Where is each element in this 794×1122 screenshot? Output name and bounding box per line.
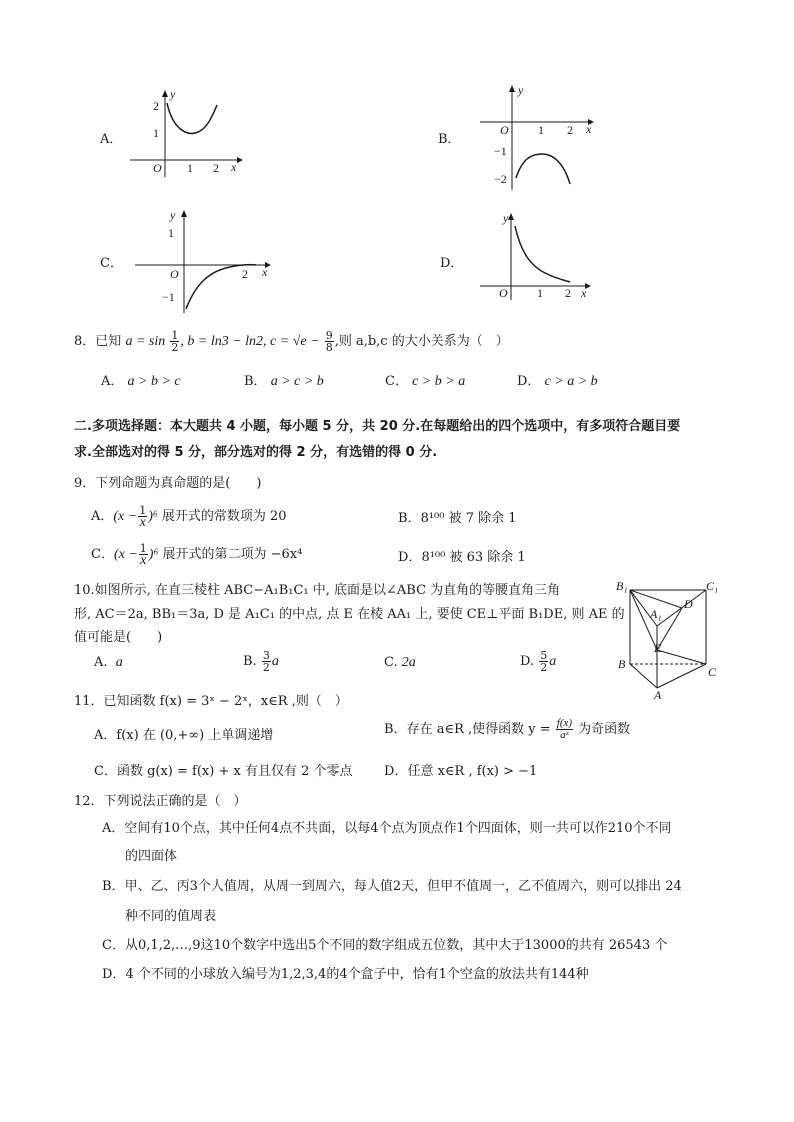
label-a1: A₁ — [650, 607, 662, 621]
q10-stem-line2: 形, AC＝2a, BB₁＝3a, D 是 A₁C₁ 的中点, 点 E 在棱 AA₁ 上, 要使 CE⊥平面 B₁DE, 则 AE 的 — [74, 607, 625, 622]
x-label: x — [231, 160, 237, 174]
binom-frac — [139, 543, 148, 566]
label-d: D — [684, 597, 693, 611]
binom-left: (x − — [113, 547, 138, 562]
q7-option-a-label: A． — [100, 132, 123, 147]
q8-frac-a — [170, 330, 179, 353]
curve-b — [516, 154, 570, 184]
curve-a — [167, 103, 217, 133]
option-label: C． — [94, 764, 117, 779]
q7-graph-b — [470, 82, 600, 192]
option-text: 8¹⁰⁰ 被 7 除余 1 — [420, 511, 517, 526]
option-text: 从0,1,2,…,9这10个数字中选出5个不同的数字组成五位数，其中大于13000的共有 26543 个 — [124, 938, 668, 953]
frac-den: 2 — [171, 341, 179, 354]
q11-option-b[interactable] — [384, 718, 630, 741]
option-label: C． — [91, 547, 114, 562]
section2-heading-line2: 求.全部选对的得 5 分，部分选对的得 2 分，有选错的得 0 分. — [74, 445, 438, 460]
q12-option-a[interactable] — [102, 817, 672, 836]
tick-y-m1: −1 — [162, 290, 175, 304]
tick-x-2: 2 — [213, 161, 219, 175]
curve-d — [515, 226, 570, 282]
binom-left: (x − — [113, 509, 138, 524]
frac-num: 5 — [540, 649, 548, 662]
q11-option-d[interactable] — [384, 760, 537, 779]
line-b1d — [630, 590, 682, 608]
q7-option-c-label: C． — [100, 256, 123, 271]
q8-option-b[interactable] — [244, 370, 324, 390]
frac-num: f(x) — [556, 717, 573, 729]
q10-stem-line3: 值可能是( ) — [74, 630, 163, 645]
y-arrow — [509, 85, 515, 92]
q7-graph-d — [475, 208, 595, 303]
q8-suffix: ,则 a,b,c 的大小关系为（ ） — [334, 334, 509, 349]
q9-stem: 9．下列命题为真命题的是( ) — [74, 476, 262, 491]
origin-label: O — [500, 123, 509, 137]
option-frac — [539, 650, 548, 673]
q9-option-c[interactable] — [91, 543, 302, 566]
option-label: A. — [94, 655, 108, 670]
option-label: A． — [94, 728, 117, 743]
binom-right: )⁶ — [148, 547, 159, 562]
option-text: 展开式的常数项为 20 — [161, 509, 287, 524]
y-arrow — [181, 210, 187, 217]
frac-den: 2 — [262, 661, 270, 674]
option-label: B. — [243, 654, 257, 669]
frac-den: 2 — [540, 661, 548, 674]
tick-x-1: 1 — [187, 161, 193, 175]
edge-ba — [630, 664, 657, 688]
label-b1: B₁ — [616, 579, 628, 593]
q10-option-a[interactable] — [94, 655, 123, 671]
y-label: y — [518, 83, 524, 97]
option-label: D. — [520, 654, 535, 669]
q8-option-d[interactable] — [517, 370, 598, 390]
option-label: B． — [384, 722, 407, 737]
binom-frac — [138, 505, 147, 528]
option-label: B． — [102, 879, 125, 894]
label-e: E — [654, 641, 662, 655]
option-label: B． — [244, 374, 267, 389]
option-text: a — [115, 655, 123, 670]
q12-option-b-cont: 种不同的值周表 — [125, 909, 217, 924]
option-label: D． — [398, 550, 422, 565]
q8-expr-a: a = sin — [125, 334, 166, 349]
binom-right: )⁶ — [148, 509, 158, 524]
tick-y-1: 1 — [168, 226, 174, 240]
option-text: 8¹⁰⁰ 被 63 除余 1 — [421, 550, 526, 565]
frac-den: x — [139, 515, 146, 530]
tick-x-2: 2 — [242, 267, 248, 281]
frac-den: 8 — [325, 341, 333, 354]
x-arrow — [237, 157, 243, 163]
q8-frac-c — [325, 330, 334, 353]
option-text-pre: 存在 a∈R ,使得函数 y = — [406, 722, 551, 737]
option-text: a — [549, 654, 557, 669]
q12-stem: 12．下列说法正确的是（ ） — [74, 794, 247, 809]
label-a: A — [654, 688, 662, 700]
option-label: C． — [385, 374, 408, 389]
edge-ca — [657, 664, 706, 688]
option-text: 2a — [401, 655, 416, 670]
option-text: c > b > a — [412, 374, 466, 389]
q10-stem-line1: 10.如图所示, 在直三棱柱 ABC−A₁B₁C₁ 中, 底面是以∠ABC 为直角的等腰直角三角 — [74, 583, 561, 598]
q8-number: 8． — [74, 334, 96, 349]
q12-option-b[interactable] — [102, 875, 682, 894]
frac-den: x — [140, 553, 147, 568]
label-c: C — [708, 665, 717, 679]
tick-x-1: 1 — [537, 286, 543, 300]
q7-graph-c — [130, 205, 280, 315]
frac-den: aˣ — [560, 729, 569, 741]
q12-option-c[interactable] — [102, 934, 667, 953]
frac-num: 1 — [139, 504, 147, 517]
option-label: A． — [91, 509, 114, 524]
option-label: D． — [517, 374, 541, 389]
q8-option-a[interactable] — [101, 370, 181, 390]
option-text: 函数 g(x) = f(x) + x 有且仅有 2 个零点 — [116, 764, 353, 779]
option-text: a > c > b — [270, 374, 324, 389]
origin-label: O — [153, 161, 162, 175]
option-text: 展开式的第二项为 −6x⁴ — [162, 547, 303, 562]
frac-num: 1 — [171, 329, 179, 342]
q9-option-b[interactable] — [398, 507, 517, 526]
tick-y-2: 2 — [153, 99, 159, 113]
frac-num: 9 — [325, 329, 333, 342]
option-text: 任意 x∈R , f(x) > −1 — [407, 764, 538, 779]
tick-y-1: 1 — [153, 126, 159, 140]
q11-stem: 11．已知函数 f(x) = 3ˣ − 2ˣ，x∈R ,则（ ） — [74, 694, 348, 709]
option-label: C． — [102, 938, 125, 953]
x-label: x — [581, 286, 587, 300]
q11-option-a[interactable] — [94, 724, 273, 743]
q10-prism-figure — [612, 578, 722, 700]
y-arrow — [162, 90, 168, 97]
q8-expr-b: , b = ln3 − ln2, c = √e − — [180, 334, 320, 349]
q7-option-b-label: B． — [438, 132, 461, 147]
option-label: D． — [384, 764, 408, 779]
option-label: A． — [102, 821, 125, 836]
label-c1: C₁ — [706, 579, 719, 593]
option-text-post: 为奇函数 — [578, 722, 631, 737]
section2-heading-line1: 二.多项选择题：本大题共 4 小题，每小题 5 分，共 20 分.在每题给出的四个选项中，有多项符合题目要 — [74, 419, 681, 434]
y-label: y — [503, 211, 509, 225]
tick-x-2: 2 — [567, 123, 573, 137]
q9-option-d[interactable] — [398, 546, 526, 565]
option-frac — [556, 718, 573, 741]
q9-option-a[interactable] — [91, 505, 287, 528]
q10-option-c[interactable] — [384, 655, 416, 671]
option-text: 甲、乙、丙3个人值周，从周一到周六，每人值2天，但甲不值周一，乙不值周六，则可以排出 24 — [124, 879, 682, 894]
option-text: 空间有10个点，其中任何4点不共面，以每4个点为顶点作1个四面体，则一共可以作210个不同 — [124, 821, 672, 836]
q7-option-d-label: D． — [440, 256, 464, 271]
q7-graph-a — [125, 85, 245, 180]
frac-num: 1 — [139, 542, 147, 555]
q12-option-d[interactable] — [102, 963, 589, 982]
line-ec — [657, 650, 706, 664]
q10-option-b[interactable] — [243, 650, 279, 673]
q12-option-a-cont: 的四面体 — [125, 849, 178, 864]
option-text: a > b > c — [127, 374, 181, 389]
option-label: B． — [398, 511, 421, 526]
y-label: y — [170, 87, 176, 101]
option-frac — [262, 650, 271, 673]
q8-stem — [74, 330, 509, 353]
option-text: 4 个不同的小球放入编号为1,2,3,4的4个盒子中，恰有1个空盒的放法共有144种 — [125, 967, 589, 982]
option-label: A． — [101, 374, 124, 389]
option-text: c > a > b — [544, 374, 598, 389]
q10-option-d[interactable] — [520, 650, 556, 673]
x-label: x — [586, 122, 592, 136]
label-b: B — [618, 657, 626, 671]
origin-label: O — [170, 267, 179, 281]
option-text: a — [271, 654, 279, 669]
q8-prefix: 已知 — [95, 334, 122, 349]
tick-x-2: 2 — [565, 286, 571, 300]
tick-y-m1: −1 — [494, 144, 507, 158]
option-label: D． — [102, 967, 126, 982]
option-label: C. — [384, 655, 398, 670]
y-arrow — [508, 213, 514, 220]
tick-x-1: 1 — [538, 123, 544, 137]
origin-label: O — [499, 286, 508, 300]
x-label: x — [262, 265, 268, 279]
q11-option-c[interactable] — [94, 760, 352, 779]
tick-y-m2: −2 — [494, 172, 507, 186]
y-label: y — [170, 208, 176, 222]
option-text: f(x) 在 (0,+∞) 上单调递增 — [116, 728, 274, 743]
frac-num: 3 — [262, 649, 270, 662]
q8-option-c[interactable] — [385, 370, 465, 390]
